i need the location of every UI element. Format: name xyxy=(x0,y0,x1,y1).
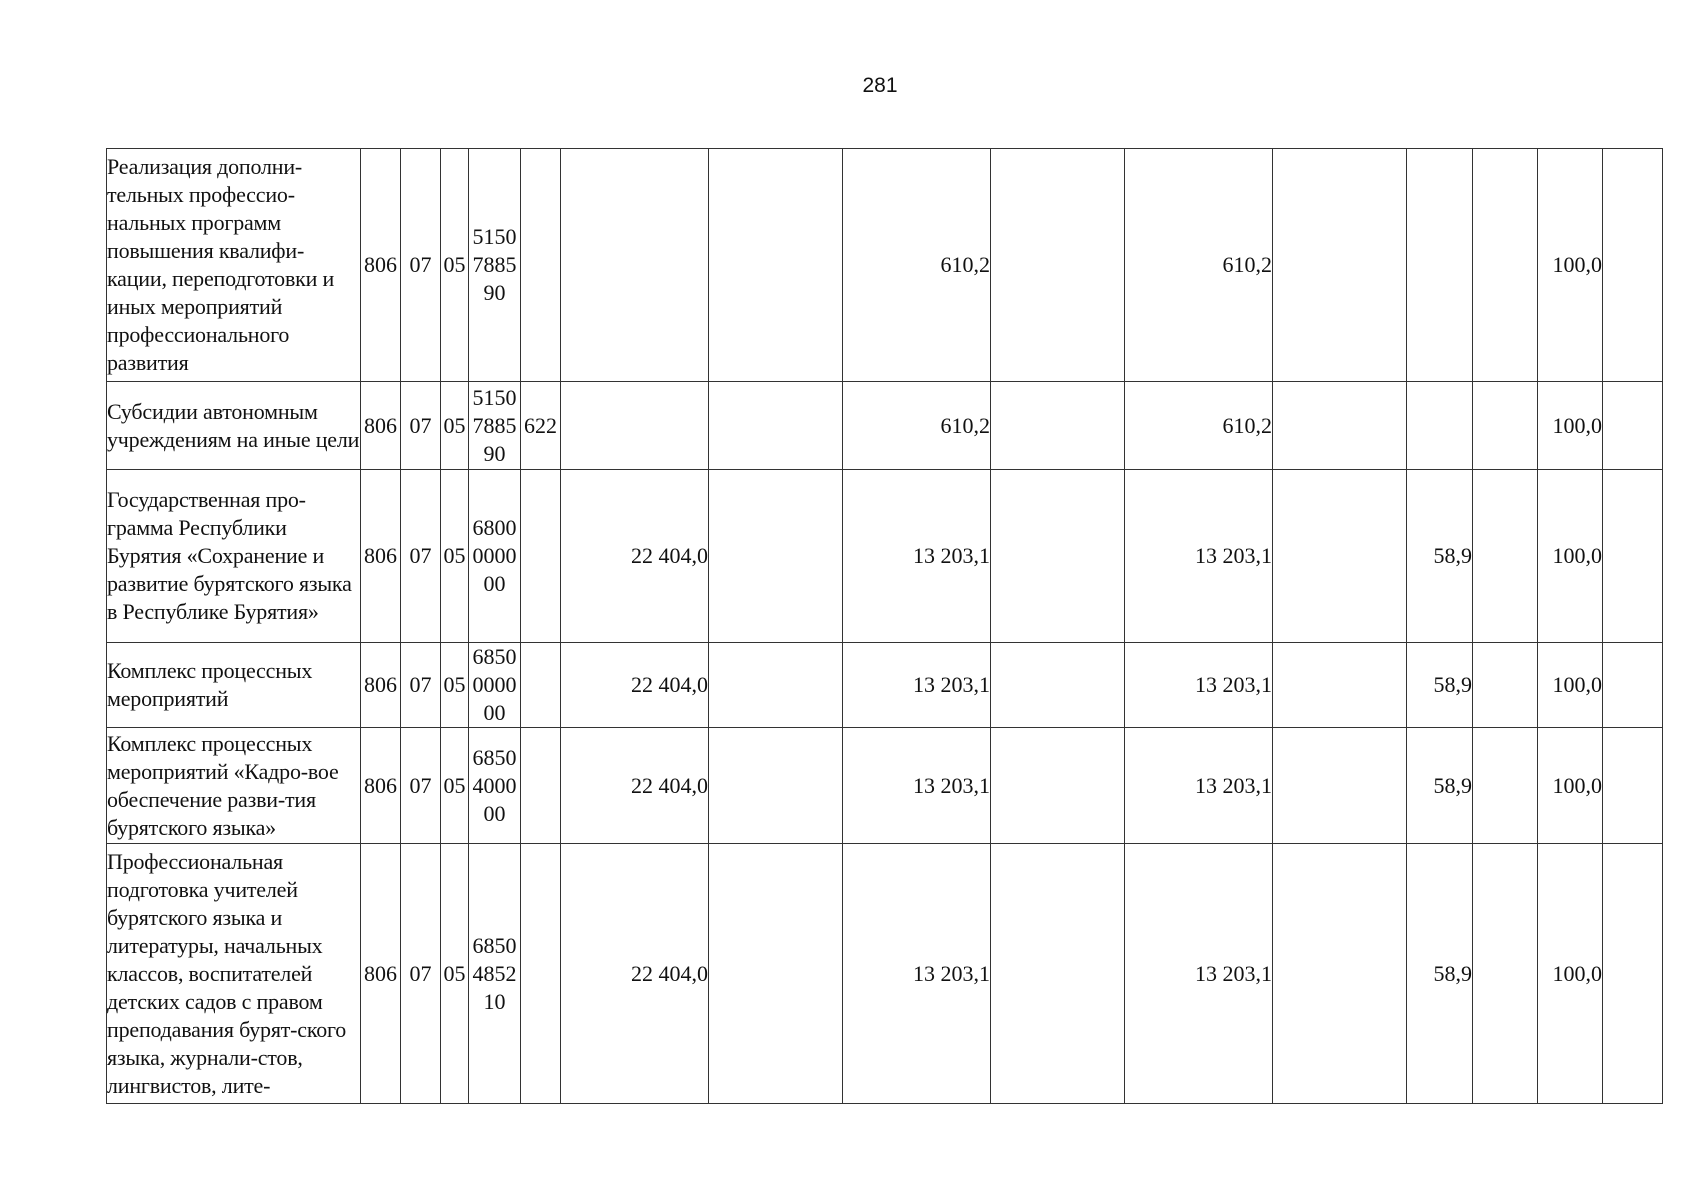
section-code-cell: 07 xyxy=(401,643,441,728)
grbs-code-cell: 806 xyxy=(361,382,401,470)
percent-of-refined-cell: 100,0 xyxy=(1538,643,1603,728)
target-article-cell xyxy=(469,149,521,382)
empty-column-cell xyxy=(1473,844,1538,1104)
refined-amount-cell: 13 203,1 xyxy=(843,643,991,728)
target-article-part: 00 xyxy=(483,700,506,725)
row-name-cell: Государственная про-грамма Республики Бурятия «Сохранение и развитие бурятского языка в Республике Бурятия» xyxy=(107,470,361,643)
grbs-code-cell: 806 xyxy=(361,470,401,643)
target-article-part: 90 xyxy=(483,280,506,305)
amount-column-2-cell xyxy=(709,643,843,728)
row-name-cell: Профессиональная подготовка учителей бурятского языка и литературы, начальных классов, воспитателей детских садов с правом преподавания бурят-ского языка, журнали-стов, лингвистов, лите- xyxy=(107,844,361,1104)
percent-of-plan-cell xyxy=(1407,149,1473,382)
table-row xyxy=(107,844,1663,1104)
subsection-code-cell: 05 xyxy=(441,844,469,1104)
percent-of-refined-cell: 100,0 xyxy=(1538,382,1603,470)
amount-column-4-cell xyxy=(991,844,1125,1104)
subsection-code-cell: 05 xyxy=(441,643,469,728)
page-number: 281 xyxy=(862,74,898,97)
grbs-code-cell: 806 xyxy=(361,643,401,728)
row-name-cell: Комплекс процессных мероприятий xyxy=(107,643,361,728)
target-article-part: 4852 xyxy=(472,960,517,986)
target-article-part: 5150 xyxy=(472,384,517,410)
target-article-part: 4000 xyxy=(472,772,517,798)
table-row xyxy=(107,382,1663,470)
refined-amount-cell: 610,2 xyxy=(843,382,991,470)
target-article-part: 0000 xyxy=(472,543,517,568)
target-article-cell xyxy=(469,470,521,643)
table-row xyxy=(107,728,1663,844)
planned-amount-cell: 22 404,0 xyxy=(561,643,709,728)
target-article-part: 5150 xyxy=(472,224,517,249)
target-article-part: 10 xyxy=(483,988,506,1014)
target-article-part: 00 xyxy=(483,571,506,596)
grbs-code-cell: 806 xyxy=(361,844,401,1104)
percent-column-last-cell xyxy=(1603,643,1663,728)
target-article-part: 00 xyxy=(483,800,506,826)
percent-column-last-cell xyxy=(1603,382,1663,470)
refined-amount-cell: 13 203,1 xyxy=(843,470,991,643)
amount-column-6-cell xyxy=(1273,728,1407,844)
executed-amount-cell: 13 203,1 xyxy=(1125,728,1273,844)
table-row xyxy=(107,149,1663,382)
target-article-part: 6800 xyxy=(472,515,517,540)
executed-amount-cell: 13 203,1 xyxy=(1125,643,1273,728)
amount-column-2-cell xyxy=(709,844,843,1104)
section-code-cell: 07 xyxy=(401,844,441,1104)
row-name-cell: Комплекс процессных мероприятий «Кадро-вое обеспечение разви-тия бурятского языка» xyxy=(107,728,361,844)
expense-type-cell xyxy=(521,643,561,728)
target-article-cell xyxy=(469,728,521,844)
percent-of-plan-cell: 58,9 xyxy=(1407,643,1473,728)
expense-type-cell xyxy=(521,149,561,382)
percent-column-last-cell xyxy=(1603,149,1663,382)
target-article-cell xyxy=(469,643,521,728)
subsection-code-cell: 05 xyxy=(441,728,469,844)
target-article-part: 6850 xyxy=(472,932,517,958)
target-article-part: 7885 xyxy=(472,252,517,277)
percent-column-last-cell xyxy=(1603,844,1663,1104)
section-code-cell: 07 xyxy=(401,728,441,844)
target-article-part: 7885 xyxy=(472,412,517,438)
executed-amount-cell: 13 203,1 xyxy=(1125,844,1273,1104)
amount-column-6-cell xyxy=(1273,643,1407,728)
percent-of-plan-cell: 58,9 xyxy=(1407,728,1473,844)
amount-column-6-cell xyxy=(1273,149,1407,382)
section-code-cell: 07 xyxy=(401,149,441,382)
planned-amount-cell: 22 404,0 xyxy=(561,844,709,1104)
table-row xyxy=(107,643,1663,728)
table-row xyxy=(107,470,1663,643)
target-article-cell xyxy=(469,382,521,470)
planned-amount-cell xyxy=(561,382,709,470)
expense-type-cell xyxy=(521,844,561,1104)
refined-amount-cell: 610,2 xyxy=(843,149,991,382)
empty-column-cell xyxy=(1473,643,1538,728)
expense-type-cell xyxy=(521,728,561,844)
target-article-part: 90 xyxy=(483,440,506,466)
percent-of-refined-cell: 100,0 xyxy=(1538,470,1603,643)
empty-column-cell xyxy=(1473,728,1538,844)
percent-of-refined-cell: 100,0 xyxy=(1538,844,1603,1104)
target-article-part: 6850 xyxy=(472,644,517,669)
percent-of-refined-cell: 100,0 xyxy=(1538,149,1603,382)
refined-amount-cell: 13 203,1 xyxy=(843,844,991,1104)
amount-column-2-cell xyxy=(709,382,843,470)
planned-amount-cell: 22 404,0 xyxy=(561,470,709,643)
row-name-cell: Субсидии автономным учреждениям на иные цели xyxy=(107,382,361,470)
amount-column-6-cell xyxy=(1273,844,1407,1104)
subsection-code-cell: 05 xyxy=(441,382,469,470)
amount-column-6-cell xyxy=(1273,470,1407,643)
executed-amount-cell: 13 203,1 xyxy=(1125,470,1273,643)
section-code-cell: 07 xyxy=(401,382,441,470)
executed-amount-cell: 610,2 xyxy=(1125,382,1273,470)
amount-column-2-cell xyxy=(709,149,843,382)
amount-column-4-cell xyxy=(991,470,1125,643)
amount-column-2-cell xyxy=(709,470,843,643)
row-name-cell: Реализация дополни-тельных профессио-нальных программ повышения квалифи-кации, переподготовки и иных мероприятий профессионального развития xyxy=(107,149,361,382)
expense-type-cell xyxy=(521,470,561,643)
grbs-code-cell: 806 xyxy=(361,149,401,382)
percent-of-plan-cell: 58,9 xyxy=(1407,470,1473,643)
grbs-code-cell: 806 xyxy=(361,728,401,844)
executed-amount-cell: 610,2 xyxy=(1125,149,1273,382)
expense-type-cell: 622 xyxy=(521,382,561,470)
amount-column-4-cell xyxy=(991,382,1125,470)
refined-amount-cell: 13 203,1 xyxy=(843,728,991,844)
planned-amount-cell: 22 404,0 xyxy=(561,728,709,844)
percent-of-plan-cell: 58,9 xyxy=(1407,844,1473,1104)
amount-column-2-cell xyxy=(709,728,843,844)
subsection-code-cell: 05 xyxy=(441,149,469,382)
amount-column-6-cell xyxy=(1273,382,1407,470)
amount-column-4-cell xyxy=(991,149,1125,382)
empty-column-cell xyxy=(1473,149,1538,382)
planned-amount-cell xyxy=(561,149,709,382)
target-article-part: 0000 xyxy=(472,672,517,697)
amount-column-4-cell xyxy=(991,643,1125,728)
amount-column-4-cell xyxy=(991,728,1125,844)
percent-column-last-cell xyxy=(1603,470,1663,643)
percent-of-refined-cell: 100,0 xyxy=(1538,728,1603,844)
empty-column-cell xyxy=(1473,470,1538,643)
budget-table xyxy=(106,148,1663,1104)
empty-column-cell xyxy=(1473,382,1538,470)
section-code-cell: 07 xyxy=(401,470,441,643)
target-article-part: 6850 xyxy=(472,744,517,770)
target-article-cell xyxy=(469,844,521,1104)
percent-column-last-cell xyxy=(1603,728,1663,844)
percent-of-plan-cell xyxy=(1407,382,1473,470)
subsection-code-cell: 05 xyxy=(441,470,469,643)
